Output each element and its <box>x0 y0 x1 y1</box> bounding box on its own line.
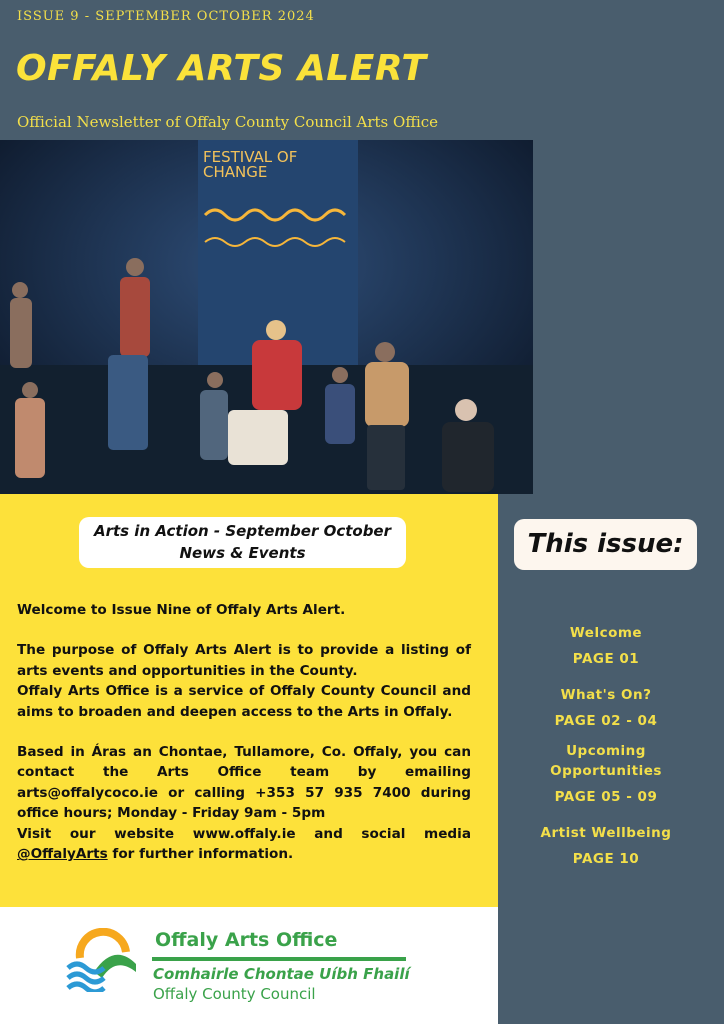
footer-council-name: Offaly County Council <box>153 985 316 1003</box>
toc-page: PAGE 05 - 09 <box>554 789 658 805</box>
toc-label: What's On? <box>560 687 652 703</box>
issue-line: ISSUE 9 - SEPTEMBER OCTOBER 2024 <box>17 9 315 24</box>
section-label-line-1: Arts in Action - September October <box>93 522 392 540</box>
intro-text <box>17 600 471 864</box>
toc-label: Artist Wellbeing <box>540 825 672 841</box>
section-label-line-2: News & Events <box>179 544 306 562</box>
toc-page: PAGE 10 <box>572 851 640 867</box>
newsletter-subtitle: Official Newsletter of Offaly County Council Arts Office <box>17 113 439 131</box>
festival-photo <box>0 140 533 494</box>
toc-item-artist-wellbeing[interactable] <box>520 823 692 869</box>
website-prefix: Visit our website www.offaly.ie and social media <box>17 825 471 842</box>
offaly-logo-icon <box>64 928 144 992</box>
toc-item-whats-on[interactable] <box>520 685 692 731</box>
service-text: Offaly Arts Office is a service of Offaly County Council and aims to broaden and deepen access to the Arts in Offaly. <box>17 683 471 720</box>
section-label <box>79 517 406 568</box>
toc-page: PAGE 01 <box>572 651 640 667</box>
toc-label: Welcome <box>569 625 643 641</box>
footer-office-name: Offaly Arts Office <box>155 929 338 951</box>
purpose-text: The purpose of Offaly Arts Alert is to provide a listing of arts events and opportunities in the County. <box>17 642 471 679</box>
website-text <box>17 824 471 865</box>
social-handle-link[interactable]: @OffalyArts <box>17 846 108 863</box>
this-issue-heading: This issue: <box>514 519 697 570</box>
toc-item-upcoming-opportunities[interactable] <box>520 741 692 807</box>
banner-text-1: FESTIVAL OF <box>203 148 298 166</box>
banner-text-2: CHANGE <box>203 163 268 181</box>
toc-item-welcome[interactable] <box>520 623 692 669</box>
newsletter-title: OFFALY ARTS ALERT <box>16 48 427 89</box>
footer-divider <box>152 957 406 961</box>
contact-text: Based in Áras an Chontae, Tullamore, Co. Offaly, you can contact the Arts Office team by emailing arts@offalycoco.ie or calling +353 57 935 7400 during office hours; Monday - Friday 9am - 5pm <box>17 744 471 822</box>
toc-page: PAGE 02 - 04 <box>554 713 658 729</box>
footer-council-irish: Comhairle Chontae Uíbh Fhailí <box>153 965 410 983</box>
welcome-text: Welcome to Issue Nine of Offaly Arts Alert. <box>17 602 346 618</box>
toc-label: Upcoming Opportunities <box>550 743 662 779</box>
website-suffix: for further information. <box>107 846 294 863</box>
